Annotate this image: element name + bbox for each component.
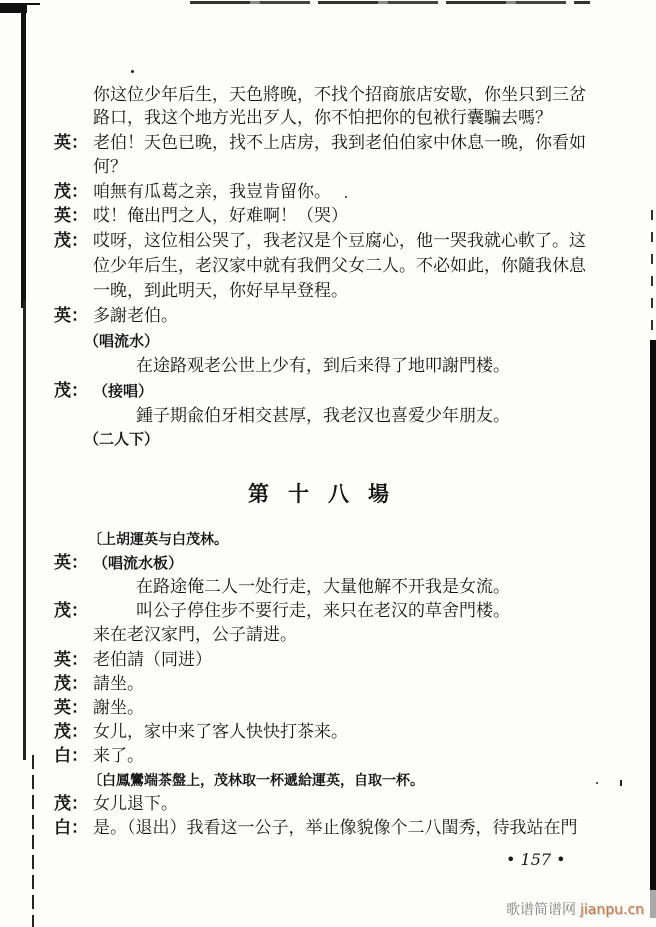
dialogue-line bbox=[0, 721, 656, 743]
speaker-label: 茂： bbox=[54, 722, 88, 742]
watermark-site-name: 歌谱简谱网 bbox=[506, 902, 576, 918]
dialogue-line bbox=[0, 255, 656, 277]
dialogue-text: 路口，我这个地方光出歹人，你不怕把你的包袱行囊騙去嗎？ bbox=[93, 108, 552, 128]
speaker-label: 英： bbox=[54, 133, 88, 153]
dialogue-text: 哎呀，这位相公哭了，我老汉是个豆腐心，他一哭我就心軟了。这 bbox=[93, 231, 586, 251]
speaker-label: 白： bbox=[54, 818, 88, 838]
speaker-label: 茂： bbox=[54, 231, 88, 251]
dialogue-line bbox=[0, 745, 656, 767]
page-number: • 157 • bbox=[506, 850, 566, 869]
dialogue-text: 何？ bbox=[93, 157, 127, 177]
speaker-label: 茂： bbox=[54, 381, 88, 401]
dialogue-text: 是。（退出）我看这一公子，举止像貌像个二八閨秀，待我站在門 bbox=[93, 818, 578, 838]
stage-direction bbox=[0, 428, 656, 450]
dialogue-line bbox=[0, 181, 656, 203]
speaker-label: 茂： bbox=[54, 674, 88, 694]
lyric-text: 在途路观老公世上少有，到后来得了地叩謝門楼。 bbox=[136, 356, 510, 376]
scan-top-edge bbox=[190, 1, 590, 4]
lyric-text: 在路途俺二人一处行走，大量他解不开我是女流。 bbox=[136, 577, 510, 597]
dialogue-text: 老伯！天色已晚，找不上店房，我到老伯伯家中休息一晚，你看如 bbox=[93, 133, 586, 153]
dialogue-text: 来了。 bbox=[93, 746, 144, 766]
singing-cue: （唱流水） bbox=[84, 332, 160, 350]
entrance-direction: 〔上胡運英与白茂林。 bbox=[88, 532, 228, 548]
dialogue-text: 来在老汉家門，公子請进。 bbox=[93, 625, 297, 645]
dialogue-text: 咱無有瓜葛之亲，我豈肯留你。 bbox=[93, 182, 331, 202]
ink-speck bbox=[131, 70, 134, 73]
dialogue-text: 老伯請（同进） bbox=[93, 650, 212, 670]
scan-right-edge bbox=[650, 890, 656, 918]
dialogue-text: 一晚，到此明天，你好早早登程。 bbox=[93, 281, 348, 301]
lyric-line bbox=[0, 405, 656, 427]
dialogue-line bbox=[0, 305, 656, 327]
dialogue-line bbox=[0, 84, 656, 106]
watermark-domain: jianpu.cn bbox=[580, 902, 645, 918]
dialogue-text: 哎！俺出門之人，好难啊！（哭） bbox=[93, 206, 348, 226]
stage-direction bbox=[0, 529, 656, 551]
action-direction: 〔白鳳鸞端茶盤上，茂林取一杯遞給運英，自取一杯。 bbox=[88, 773, 424, 789]
dialogue-line bbox=[0, 380, 656, 402]
dialogue-line bbox=[0, 624, 656, 646]
dialogue-line bbox=[0, 205, 656, 227]
exit-direction: （二人下） bbox=[84, 430, 160, 448]
dialogue-text: 請坐。 bbox=[93, 674, 144, 694]
lyric-text: 叫公子停住步不要行走，来只在老汉的草舍門楼。 bbox=[136, 601, 510, 621]
speaker-label: 茂： bbox=[54, 601, 88, 621]
speaker-label: 英： bbox=[54, 306, 88, 326]
dialogue-line bbox=[0, 649, 656, 671]
stage-direction bbox=[0, 770, 656, 792]
lyric-text: 鍾子期兪伯牙相交甚厚，我老汉也喜爱少年朋友。 bbox=[136, 406, 510, 426]
dialogue-text: 謝坐。 bbox=[93, 698, 144, 718]
speaker-label: 英： bbox=[54, 698, 88, 718]
dialogue-text: 女儿，家中来了客人快快打茶来。 bbox=[93, 722, 348, 742]
singing-cue: （接唱） bbox=[93, 382, 154, 400]
speaker-label: 茂： bbox=[54, 182, 88, 202]
stage-direction bbox=[0, 330, 656, 352]
speaker-label: 英： bbox=[54, 206, 88, 226]
speaker-label: 茂： bbox=[54, 794, 88, 814]
singing-cue: （唱流水板） bbox=[93, 554, 184, 572]
lyric-line bbox=[0, 600, 656, 622]
dialogue-line bbox=[0, 107, 656, 129]
speaker-label: 英： bbox=[54, 553, 88, 573]
dialogue-line bbox=[0, 156, 656, 178]
dialogue-text: 位少年后生，老汉家中就有我們父女二人。不必如此，你隨我休息 bbox=[93, 256, 586, 276]
dialogue-line bbox=[0, 793, 656, 815]
lyric-line bbox=[0, 576, 656, 598]
dialogue-line bbox=[0, 280, 656, 302]
dialogue-text: 多謝老伯。 bbox=[93, 306, 178, 326]
dialogue-line bbox=[0, 697, 656, 719]
lyric-line bbox=[0, 355, 656, 377]
dialogue-line bbox=[0, 673, 656, 695]
dialogue-line bbox=[0, 552, 656, 574]
dialogue-text: 你这位少年后生，天色將晚，不找个招商旅店安歇，你坐只到三岔 bbox=[93, 85, 586, 105]
dialogue-text: 女儿退下。 bbox=[93, 794, 178, 814]
watermark bbox=[506, 900, 644, 920]
scan-edge-shadow bbox=[26, 3, 40, 5]
scene-heading: 第十八場 bbox=[248, 482, 408, 506]
speaker-label: 英： bbox=[54, 650, 88, 670]
speaker-label: 白： bbox=[54, 746, 88, 766]
dialogue-line bbox=[0, 817, 656, 839]
dialogue-line bbox=[0, 132, 656, 154]
dialogue-line bbox=[0, 230, 656, 252]
